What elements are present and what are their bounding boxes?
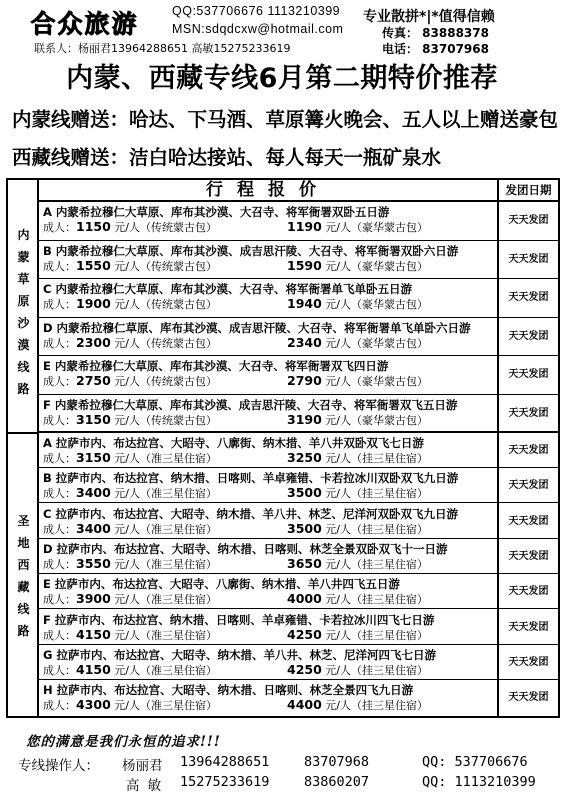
price-standard-text: 元/人（准三星住宿） — [114, 452, 218, 465]
page-title: 内蒙、西藏专线6月第二期特价推荐 — [66, 63, 498, 94]
table-row — [39, 504, 497, 539]
price-premium — [287, 556, 428, 572]
price-standard-text: 元/人（准三星住宿） — [114, 557, 218, 571]
category-char: 藏 — [17, 580, 30, 594]
price-standard-value: 2300 — [76, 334, 111, 350]
price-premium-value: 2790 — [287, 373, 322, 388]
price-standard: 成人：3150 元/人（准三星住宿） — [43, 450, 218, 465]
category-char: 草 — [17, 272, 30, 286]
price-standard-text: 元/人（传统蒙古包） — [114, 259, 218, 273]
category-char: 沙 — [17, 316, 30, 330]
itinerary-title: F 拉萨市内、布达拉宫、纳木措、日喀则、羊卓雍错、卡若拉冰川四飞七日游 — [43, 612, 435, 627]
operator-label: 专线操作人： — [18, 758, 99, 774]
price-standard-value: 3150 — [76, 450, 111, 465]
table-row — [39, 356, 497, 395]
price-standard: 成人：4300 元/人（准三星住宿） — [43, 697, 218, 713]
price-premium-value: 3650 — [287, 555, 322, 571]
itinerary-title: B 内蒙希拉穆仁大草原、库布其沙漠、成吉思汗陵、大召寺、将军衙署双卧六日游 — [43, 243, 459, 258]
category-char: 内 — [17, 228, 30, 242]
price-premium-value: 4250 — [287, 626, 322, 642]
price-standard-text: 元/人（准三星住宿） — [114, 487, 218, 501]
price-standard-value: 4150 — [76, 661, 111, 677]
price-standard-text: 元/人（传统蒙古包） — [114, 375, 218, 388]
qq-numbers: QQ:537706676 1113210399 — [172, 4, 341, 18]
category-char: 蒙 — [17, 250, 30, 264]
price-standard: 成人：2300 元/人（传统蒙古包） — [43, 334, 218, 350]
departure-cell: 天天发团 — [499, 504, 558, 539]
itinerary-title: F 内蒙希拉穆仁大草原、库布其沙漠、成吉思汗陵、大召寺、将军衙署双飞五日游 — [43, 397, 458, 412]
price-premium-text: 元/人（挂三星住宿） — [325, 487, 429, 501]
price-standard-value: 3900 — [76, 591, 111, 607]
price-premium-value: 4000 — [287, 591, 322, 607]
price-standard-value: 1150 — [76, 219, 111, 234]
table-row — [39, 539, 497, 574]
departure-column — [499, 180, 558, 716]
departure-cell: 天天发团 — [508, 692, 549, 704]
category-tibet — [8, 434, 39, 716]
departure-cell: 天天发团 — [499, 468, 558, 503]
price-premium-text: 元/人（豪华蒙古包） — [325, 413, 429, 427]
departure-cell: 天天发团 — [499, 202, 558, 241]
operator-1-name: 杨丽君 — [122, 758, 163, 774]
departure-cell: 天天发团 — [499, 433, 558, 468]
departure-cell: 天天发团 — [499, 610, 558, 645]
fax-number: 传真： 83888378 — [382, 26, 489, 40]
price-standard: 成人：1150 元/人（传统蒙古包） — [43, 219, 218, 234]
price-premium — [287, 485, 428, 501]
price-standard: 成人：4150 元/人（准三星住宿） — [43, 626, 218, 642]
itinerary-column — [39, 180, 499, 716]
itinerary-title: E 拉萨市内、布达拉宫、大昭寺、八廓街、纳木措、羊八井四飞五日游 — [43, 577, 400, 592]
category-char: 漠 — [17, 338, 30, 352]
departure-cell: 天天发团 — [499, 645, 558, 680]
itinerary-title: A 内蒙希拉穆仁大草原、库布其沙漠、大召寺、将军衙署双卧五日游 — [43, 205, 390, 219]
price-premium — [287, 335, 428, 351]
price-standard: 成人：3900 元/人（准三星住宿） — [43, 591, 218, 607]
departure-cell: 天天发团 — [499, 318, 558, 357]
category-inner-mongolia — [8, 180, 39, 434]
operator-2-tel: 83860207 — [304, 774, 370, 790]
price-premium-text: 元/人（挂三星住宿） — [325, 452, 429, 465]
category-char: 地 — [17, 536, 30, 550]
price-premium-text: 元/人（豪华蒙古包） — [325, 375, 429, 388]
itinerary-title: G 拉萨市内、布达拉宫、大昭寺、纳木措、羊八井、林芝、尼洋河四飞七日游 — [43, 647, 436, 662]
price-premium-text: 元/人（豪华蒙古包） — [325, 221, 429, 234]
price-premium-value: 3250 — [287, 450, 322, 465]
slogan: 专业散拼*|*值得信赖 — [363, 9, 495, 25]
price-premium — [287, 627, 428, 643]
price-premium-text: 元/人（挂三星住宿） — [325, 628, 429, 642]
table-row — [39, 468, 497, 503]
price-standard-text: 元/人（传统蒙古包） — [114, 221, 218, 234]
price-standard-text: 元/人（传统蒙古包） — [114, 413, 218, 427]
price-standard-value: 4150 — [76, 626, 111, 642]
departure-cell: 天天发团 — [499, 356, 558, 395]
operator-1-mobile: 13964288651 — [180, 754, 270, 770]
table-row — [39, 645, 497, 680]
itinerary-title: B 拉萨市内、布达拉宫、纳木措、日喀则、羊卓雍错、卡若拉冰川双卧双飞九日游 — [43, 471, 459, 486]
operator-1-qq: QQ: 537706676 — [422, 754, 528, 770]
price-standard-value: 3150 — [76, 411, 111, 427]
price-premium-text: 元/人（豪华蒙古包） — [325, 336, 429, 350]
table-row — [39, 574, 497, 609]
price-standard: 成人：4150 元/人（准三星住宿） — [43, 661, 218, 677]
price-standard-value: 1550 — [76, 257, 111, 273]
price-standard-text: 元/人（准三星住宿） — [114, 628, 218, 642]
itinerary-title: E 内蒙希拉穆仁大草原、库布其沙漠、大召寺、将军衙署双飞四日游 — [43, 359, 389, 373]
operator-2-mobile: 15275233619 — [180, 774, 270, 790]
price-premium-value: 1590 — [287, 257, 322, 273]
itinerary-title: C 拉萨市内、布达拉宫、大昭寺、纳木措、羊八井、林芝、尼洋河双卧双飞九日游 — [43, 506, 458, 521]
price-standard-value: 1900 — [76, 296, 111, 311]
table-row — [39, 318, 497, 357]
price-premium-value: 3190 — [287, 411, 322, 427]
category-char: 路 — [17, 624, 30, 638]
price-standard-text: 元/人（准三星住宿） — [114, 663, 218, 677]
price-standard-value: 3400 — [76, 485, 111, 501]
price-premium — [287, 521, 428, 537]
departure-cell: 天天发团 — [499, 539, 558, 574]
table-row — [39, 241, 497, 280]
price-premium-value: 1190 — [287, 219, 322, 234]
price-premium — [287, 258, 428, 274]
table-row — [39, 202, 497, 241]
table-row — [39, 279, 497, 318]
price-standard: 成人：3150 元/人（传统蒙古包） — [43, 411, 218, 427]
price-standard-text: 元/人（准三星住宿） — [114, 593, 218, 607]
price-premium-value: 3500 — [287, 485, 322, 501]
price-table — [6, 178, 560, 718]
price-premium — [287, 697, 428, 713]
price-premium — [287, 296, 428, 312]
departure-cell: 天天发团 — [499, 279, 558, 318]
itinerary-title: C 内蒙希拉穆仁大草原、库布其沙漠、大召寺、将军衙署单飞单卧五日游 — [43, 282, 412, 296]
price-standard: 成人：1550 元/人（传统蒙古包） — [43, 257, 218, 273]
operator-2-name: 高 敏 — [126, 778, 162, 794]
itinerary-title: D 内蒙希拉穆仁草原、库布其沙漠、成吉思汗陵、大召寺、将军衙署单飞单卧六日游 — [43, 320, 471, 335]
price-premium-text: 元/人（挂三星住宿） — [325, 557, 429, 571]
price-standard-text: 元/人（准三星住宿） — [114, 522, 218, 536]
price-standard-text: 元/人（传统蒙古包） — [114, 298, 218, 311]
price-premium-text: 元/人（挂三星住宿） — [325, 699, 429, 713]
category-char: 原 — [17, 294, 30, 308]
table-row — [39, 680, 497, 715]
price-premium — [287, 219, 428, 235]
gift-tibet: 西藏线赠送：洁白哈达接站、每人每天一瓶矿泉水 — [12, 146, 442, 169]
price-premium-value: 4250 — [287, 661, 322, 677]
phone-number: 电话： 83707968 — [382, 42, 489, 56]
category-char: 线 — [17, 602, 30, 616]
price-premium — [287, 373, 428, 389]
table-row — [39, 433, 497, 468]
price-standard: 成人：3400 元/人（准三星住宿） — [43, 520, 218, 536]
price-premium-text: 元/人（豪华蒙古包） — [325, 259, 429, 273]
motto: 您的满意是我们永恒的追求!!! — [26, 734, 221, 750]
itinerary-title: H 拉萨市内、布达拉宫、大昭寺、纳木措、日喀则、林芝全景四飞九日游 — [43, 683, 414, 698]
contact-people: 联系人：杨丽君13964288651 高敏15275233619 — [34, 42, 291, 55]
operator-1-tel: 83707968 — [304, 754, 370, 770]
departure-header: 发团日期 — [499, 180, 558, 202]
departure-cell: 天天发团 — [499, 574, 558, 609]
price-premium — [287, 591, 428, 607]
departure-cell: 天天发团 — [499, 241, 558, 280]
price-standard-text: 元/人（准三星住宿） — [114, 699, 218, 713]
price-standard: 成人：2750 元/人（传统蒙古包） — [43, 373, 218, 388]
itinerary-title: A 拉萨市内、布达拉宫、大昭寺、八廓街、纳木措、羊八井双卧双飞七日游 — [43, 436, 424, 450]
brand-logo-text: 合众旅游 — [30, 9, 139, 38]
price-premium-text: 元/人（挂三星住宿） — [325, 663, 429, 677]
price-standard-value: 4300 — [76, 697, 111, 713]
price-premium-value: 4400 — [287, 697, 322, 713]
price-premium-text: 元/人（挂三星住宿） — [325, 593, 429, 607]
price-standard-value: 3550 — [76, 555, 111, 571]
category-char: 路 — [17, 382, 30, 396]
price-standard: 成人：3400 元/人（准三星住宿） — [43, 485, 218, 501]
price-standard-value: 2750 — [76, 373, 111, 388]
table-row — [39, 610, 497, 645]
price-standard: 成人：3550 元/人（准三星住宿） — [43, 555, 218, 571]
category-char: 线 — [17, 360, 30, 374]
itinerary-title: D 拉萨市内、布达拉宫、大昭寺、纳木措、日喀则、林芝全景双卧双飞十一日游 — [43, 541, 448, 556]
price-premium — [287, 412, 428, 428]
price-premium — [287, 450, 428, 466]
price-premium-value: 2340 — [287, 334, 322, 350]
price-premium-value: 3500 — [287, 520, 322, 536]
msn-address: MSN:sdqdcxw@hotmail.com — [172, 22, 344, 36]
departure-cell: 天天发团 — [499, 395, 558, 434]
price-standard-text: 元/人（传统蒙古包） — [114, 336, 218, 350]
itinerary-header: 行程报价 — [39, 180, 497, 202]
price-premium — [287, 662, 428, 678]
price-standard-value: 3400 — [76, 520, 111, 536]
category-char: 西 — [17, 558, 30, 572]
gift-inner-mongolia: 内蒙线赠送：哈达、下马酒、草原篝火晚会、五人以上赠送豪包 — [12, 108, 559, 131]
price-premium-value: 1940 — [287, 296, 322, 311]
table-row — [39, 395, 497, 434]
price-premium-text: 元/人（豪华蒙古包） — [325, 298, 429, 311]
category-char: 圣 — [17, 514, 30, 528]
price-standard: 成人：1900 元/人（传统蒙古包） — [43, 296, 218, 311]
price-premium-text: 元/人（挂三星住宿） — [325, 522, 429, 536]
operator-2-qq: QQ: 1113210399 — [422, 774, 536, 790]
